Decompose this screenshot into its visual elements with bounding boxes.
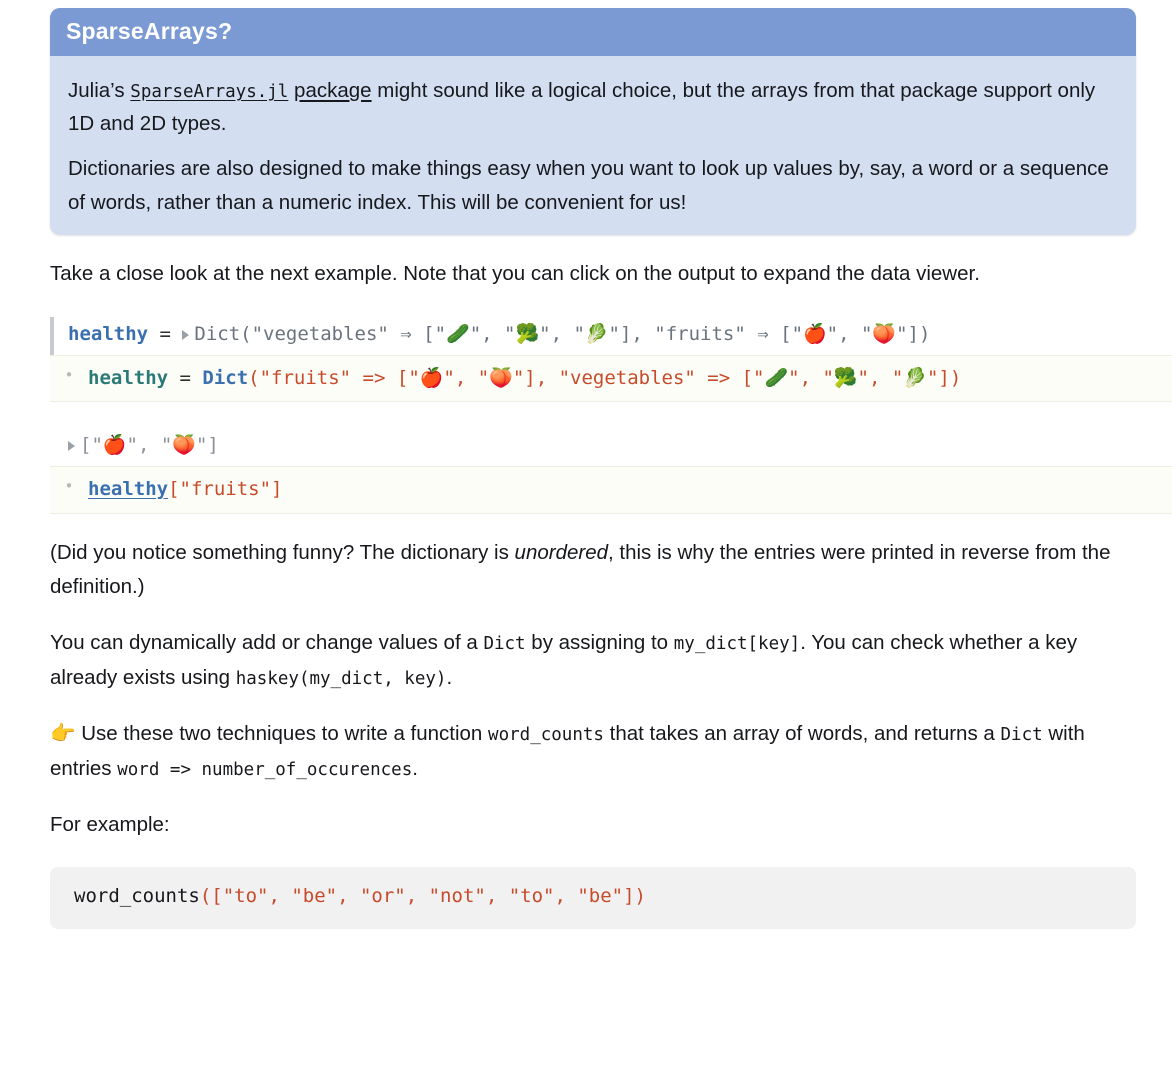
- task-text-1: Use these two techniques to write a function: [75, 722, 489, 746]
- cell-output-lookup[interactable]: [50, 428, 1172, 466]
- codeblock-fn: word_counts: [74, 884, 200, 907]
- notebook-page: [0, 8, 1172, 929]
- example-code-block[interactable]: [50, 867, 1136, 929]
- dynamic-paragraph: [50, 626, 1120, 695]
- admonition-body: [50, 56, 1136, 235]
- dynamic-text-3: . You can check whether a key already exists using: [50, 631, 1078, 689]
- content-column-lower: [50, 536, 1136, 929]
- cell-healthy-definition[interactable]: [50, 317, 1172, 402]
- code-var-healthy-ref[interactable]: healthy: [88, 477, 169, 500]
- admonition-paragraph-1: [68, 74, 1118, 140]
- admonition-p1-pre: Julia’s: [68, 79, 131, 102]
- inline-code-haskey: haskey(my_dict, key): [235, 668, 447, 689]
- codeblock-args: (["to", "be", "or", "not", "to", "be"]): [199, 884, 646, 907]
- dynamic-text-2: by assigning to: [525, 631, 674, 655]
- funny-pre: (Did you notice something funny? The dictionary is: [50, 540, 515, 564]
- inline-code-dict: Dict: [483, 634, 526, 655]
- code-args-healthy: ("fruits" => ["🍎", "🍑"], "vegetables" => ["🥒", "🥦", "🥬"]): [248, 366, 962, 389]
- inline-code-word-arrow-count: word => number_of_occurences: [117, 759, 413, 780]
- output-equals: =: [148, 323, 183, 346]
- inline-code-mydict-key: my_dict[key]: [673, 634, 801, 655]
- inline-code-word-counts: word_counts: [488, 725, 604, 746]
- dynamic-text-4: .: [446, 665, 453, 689]
- pointing-hand-icon: 👉: [50, 722, 76, 746]
- output-value: Dict("vegetables" ⇒ ["🥒", "🥦", "🥬"], "fruits" ⇒ ["🍎", "🍑"]): [194, 323, 931, 346]
- output-var-name: healthy: [68, 323, 149, 346]
- dynamic-text-1: You can dynamically add or change values of a: [50, 631, 484, 655]
- code-var-healthy: healthy: [88, 366, 169, 389]
- funny-emphasis: unordered: [514, 540, 609, 564]
- task-text-4: .: [412, 756, 418, 780]
- cell-gutter-dot: •: [64, 365, 74, 384]
- cell-code-healthy[interactable]: [50, 355, 1172, 403]
- task-text-3: with entries: [50, 722, 1085, 780]
- task-paragraph: [50, 717, 1120, 786]
- admonition-title: SparseArrays?: [50, 8, 1136, 56]
- expand-triangle-icon[interactable]: [68, 441, 75, 451]
- admonition-p1-post: might sound like a logical choice, but the arrays from that package support only 1D and 2D types.: [68, 79, 1096, 136]
- task-text-2: that takes an array of words, and returns a: [603, 722, 1001, 746]
- admonition-sparsearrays: [50, 8, 1136, 235]
- cell-code-lookup[interactable]: [50, 466, 1172, 514]
- cell-healthy-lookup[interactable]: [50, 428, 1172, 513]
- code-fn-dict: Dict: [202, 366, 249, 389]
- cell-gutter-dot: •: [64, 476, 74, 495]
- code-op-equals: =: [168, 366, 203, 389]
- output-value-lookup: ["🍎", "🍑"]: [80, 434, 219, 457]
- content-column: [50, 8, 1136, 291]
- for-example-label: For example:: [50, 813, 170, 837]
- expand-triangle-icon[interactable]: [182, 330, 189, 340]
- cell-output-healthy[interactable]: [50, 317, 1172, 355]
- admonition-paragraph-2: Dictionaries are also designed to make things easy when you want to look up values by, say, a word or a sequence of words, rather than a numeric index. This will be convenient for us!: [68, 157, 1109, 214]
- sparsearrays-package-link[interactable]: SparseArrays.jl: [130, 82, 289, 102]
- funny-paragraph: [50, 536, 1120, 605]
- funny-post: , this is why the entries were printed in reverse from the definition.): [50, 540, 1111, 598]
- intro-paragraph: Take a close look at the next example. Note that you can click on the output to expand the data viewer.: [50, 261, 980, 285]
- code-index-fruits: ["fruits"]: [168, 477, 283, 500]
- package-link-word[interactable]: package: [294, 79, 372, 102]
- inline-code-dict-2: Dict: [1000, 725, 1043, 746]
